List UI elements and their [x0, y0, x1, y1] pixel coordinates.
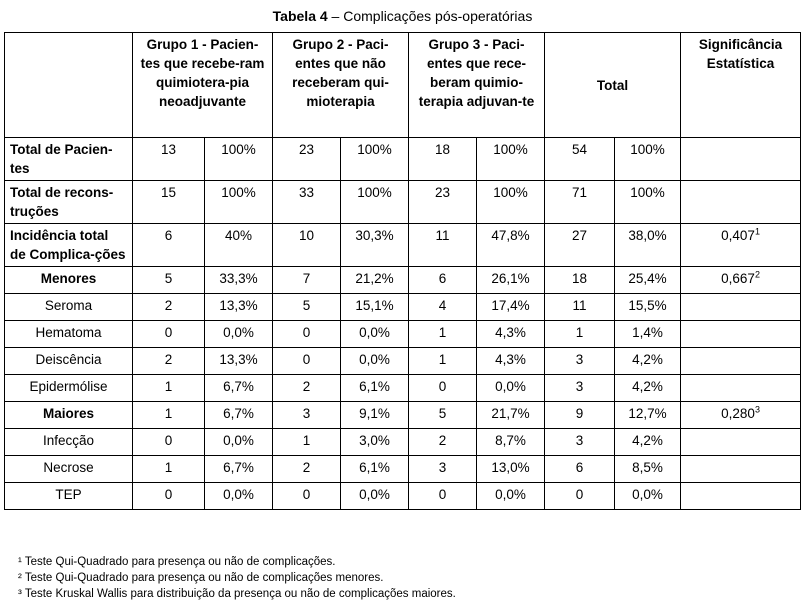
table-cell: 4,2% — [615, 375, 681, 402]
significance-cell — [681, 402, 801, 429]
table-cell: 6 — [133, 224, 205, 267]
table-cell: 13,3% — [205, 348, 273, 375]
row-label: Hematoma — [5, 321, 133, 348]
table-cell: 47,8% — [477, 224, 545, 267]
table-cell: 18 — [409, 138, 477, 181]
header-total: Total — [545, 33, 681, 138]
table-cell: 1 — [133, 375, 205, 402]
table-cell: 100% — [615, 181, 681, 224]
row-label: Deiscência — [5, 348, 133, 375]
table-cell: 0 — [273, 483, 341, 510]
table-cell: 0,0% — [205, 483, 273, 510]
table-cell: 54 — [545, 138, 615, 181]
table-cell: 15,5% — [615, 294, 681, 321]
significance-value: 0,407 — [721, 228, 755, 243]
table-cell: 0,0% — [341, 321, 409, 348]
table-cell: 6,1% — [341, 456, 409, 483]
significance-cell — [681, 348, 801, 375]
footnote-3: ³ Teste Kruskal Wallis para distribuição da presença ou não de complicações maiores. — [18, 588, 456, 600]
table-cell: 5 — [133, 267, 205, 294]
table-row — [5, 429, 801, 456]
table-cell: 0,0% — [341, 348, 409, 375]
significance-cell — [681, 321, 801, 348]
table-cell: 6 — [545, 456, 615, 483]
table-cell: 0 — [545, 483, 615, 510]
header-row — [5, 33, 801, 138]
table-cell: 30,3% — [341, 224, 409, 267]
table-cell: 2 — [133, 294, 205, 321]
table-cell: 0,0% — [341, 483, 409, 510]
row-label: Seroma — [5, 294, 133, 321]
table-row — [5, 294, 801, 321]
significance-footnote-mark: 1 — [754, 226, 760, 237]
table-cell: 4,3% — [477, 321, 545, 348]
table-cell: 10 — [273, 224, 341, 267]
row-label: Necrose — [5, 456, 133, 483]
complications-table — [4, 32, 801, 510]
table-cell: 3 — [273, 402, 341, 429]
significance-cell — [681, 429, 801, 456]
table-cell: 100% — [615, 138, 681, 181]
table-cell: 6 — [409, 267, 477, 294]
footnote-1: ¹ Teste Qui-Quadrado para presença ou não de complicações. — [18, 556, 336, 568]
significance-footnote-mark: 2 — [754, 269, 760, 280]
table-cell: 0 — [133, 321, 205, 348]
table-cell: 27 — [545, 224, 615, 267]
header-group-3: Grupo 3 - Paci-entes que rece-beram quimio-terapia adjuvan-te — [409, 33, 545, 138]
table-cell: 13,3% — [205, 294, 273, 321]
table-cell: 13 — [133, 138, 205, 181]
table-cell: 100% — [477, 181, 545, 224]
table-cell: 21,7% — [477, 402, 545, 429]
table-cell: 6,1% — [341, 375, 409, 402]
table-cell: 6,7% — [205, 402, 273, 429]
row-label: Total de Pacien-tes — [5, 138, 133, 181]
table-cell: 26,1% — [477, 267, 545, 294]
significance-cell — [681, 483, 801, 510]
table-cell: 5 — [409, 402, 477, 429]
table-cell: 4,3% — [477, 348, 545, 375]
row-label: Maiores — [5, 402, 133, 429]
table-row — [5, 267, 801, 294]
table-cell: 1 — [273, 429, 341, 456]
table-row — [5, 483, 801, 510]
table-cell: 0,0% — [477, 375, 545, 402]
table-row — [5, 402, 801, 429]
table-cell: 0 — [133, 429, 205, 456]
table-cell: 18 — [545, 267, 615, 294]
row-label: Epidermólise — [5, 375, 133, 402]
table-cell: 23 — [409, 181, 477, 224]
significance-cell — [681, 375, 801, 402]
table-cell: 25,4% — [615, 267, 681, 294]
significance-value: 0,280 — [721, 406, 755, 421]
row-label: Infecção — [5, 429, 133, 456]
table-cell: 1 — [133, 456, 205, 483]
table-cell: 9 — [545, 402, 615, 429]
footnote-2: ² Teste Qui-Quadrado para presença ou não de complicações menores. — [18, 572, 384, 584]
table-cell: 13,0% — [477, 456, 545, 483]
table-cell: 3,0% — [341, 429, 409, 456]
footnotes — [18, 554, 456, 602]
table-cell: 4 — [409, 294, 477, 321]
table-cell: 15,1% — [341, 294, 409, 321]
table-cell: 1,4% — [615, 321, 681, 348]
table-cell: 1 — [409, 348, 477, 375]
table-cell: 8,5% — [615, 456, 681, 483]
table-cell: 100% — [477, 138, 545, 181]
table-row — [5, 348, 801, 375]
significance-cell — [681, 138, 801, 181]
table-caption — [0, 8, 805, 24]
table-cell: 40% — [205, 224, 273, 267]
table-cell: 33 — [273, 181, 341, 224]
table-cell: 100% — [341, 138, 409, 181]
table-cell: 0 — [409, 375, 477, 402]
significance-footnote-mark: 3 — [754, 404, 760, 415]
table-cell: 0,0% — [205, 321, 273, 348]
table-cell: 2 — [409, 429, 477, 456]
table-cell: 100% — [205, 181, 273, 224]
row-label: Incidência total de Complica-ções — [5, 224, 133, 267]
table-cell: 11 — [545, 294, 615, 321]
table-cell: 6,7% — [205, 375, 273, 402]
table-cell: 12,7% — [615, 402, 681, 429]
table-cell: 38,0% — [615, 224, 681, 267]
table-cell: 3 — [545, 375, 615, 402]
significance-cell — [681, 267, 801, 294]
header-significance: Significância Estatística — [681, 33, 801, 138]
table-row — [5, 456, 801, 483]
header-group-1: Grupo 1 - Pacien-tes que recebe-ram quimiotera-pia neoadjuvante — [133, 33, 273, 138]
table-cell: 3 — [545, 429, 615, 456]
table-cell: 3 — [545, 348, 615, 375]
table-cell: 23 — [273, 138, 341, 181]
table-cell: 33,3% — [205, 267, 273, 294]
table-cell: 4,2% — [615, 348, 681, 375]
table-cell: 1 — [409, 321, 477, 348]
header-empty — [5, 33, 133, 138]
table-cell: 15 — [133, 181, 205, 224]
table-cell: 0 — [273, 348, 341, 375]
table-cell: 4,2% — [615, 429, 681, 456]
table-cell: 1 — [545, 321, 615, 348]
significance-cell — [681, 224, 801, 267]
table-cell: 2 — [133, 348, 205, 375]
table-row — [5, 375, 801, 402]
table-cell: 5 — [273, 294, 341, 321]
row-label: TEP — [5, 483, 133, 510]
table-cell: 11 — [409, 224, 477, 267]
row-label: Total de recons-truções — [5, 181, 133, 224]
table-cell: 1 — [133, 402, 205, 429]
caption-label: Tabela 4 — [272, 8, 328, 24]
row-label: Menores — [5, 267, 133, 294]
table-cell: 100% — [205, 138, 273, 181]
table-row — [5, 321, 801, 348]
significance-cell — [681, 456, 801, 483]
table-cell: 21,2% — [341, 267, 409, 294]
table-row — [5, 138, 801, 181]
table-cell: 9,1% — [341, 402, 409, 429]
table-cell: 100% — [341, 181, 409, 224]
table-cell: 7 — [273, 267, 341, 294]
table-cell: 0 — [409, 483, 477, 510]
table-cell: 0,0% — [615, 483, 681, 510]
table-cell: 2 — [273, 375, 341, 402]
table-cell: 0 — [133, 483, 205, 510]
table-cell: 0,0% — [477, 483, 545, 510]
table-cell: 0,0% — [205, 429, 273, 456]
table-cell: 2 — [273, 456, 341, 483]
table-cell: 17,4% — [477, 294, 545, 321]
table-cell: 0 — [273, 321, 341, 348]
header-group-2: Grupo 2 - Paci-entes que não receberam qui-mioterapia — [273, 33, 409, 138]
table-cell: 3 — [409, 456, 477, 483]
significance-value: 0,667 — [721, 271, 755, 286]
significance-cell — [681, 294, 801, 321]
significance-cell — [681, 181, 801, 224]
caption-text: – Complicações pós-operatórias — [327, 8, 533, 24]
table-cell: 71 — [545, 181, 615, 224]
table-cell: 8,7% — [477, 429, 545, 456]
table-row — [5, 224, 801, 267]
table-cell: 6,7% — [205, 456, 273, 483]
table-row — [5, 181, 801, 224]
